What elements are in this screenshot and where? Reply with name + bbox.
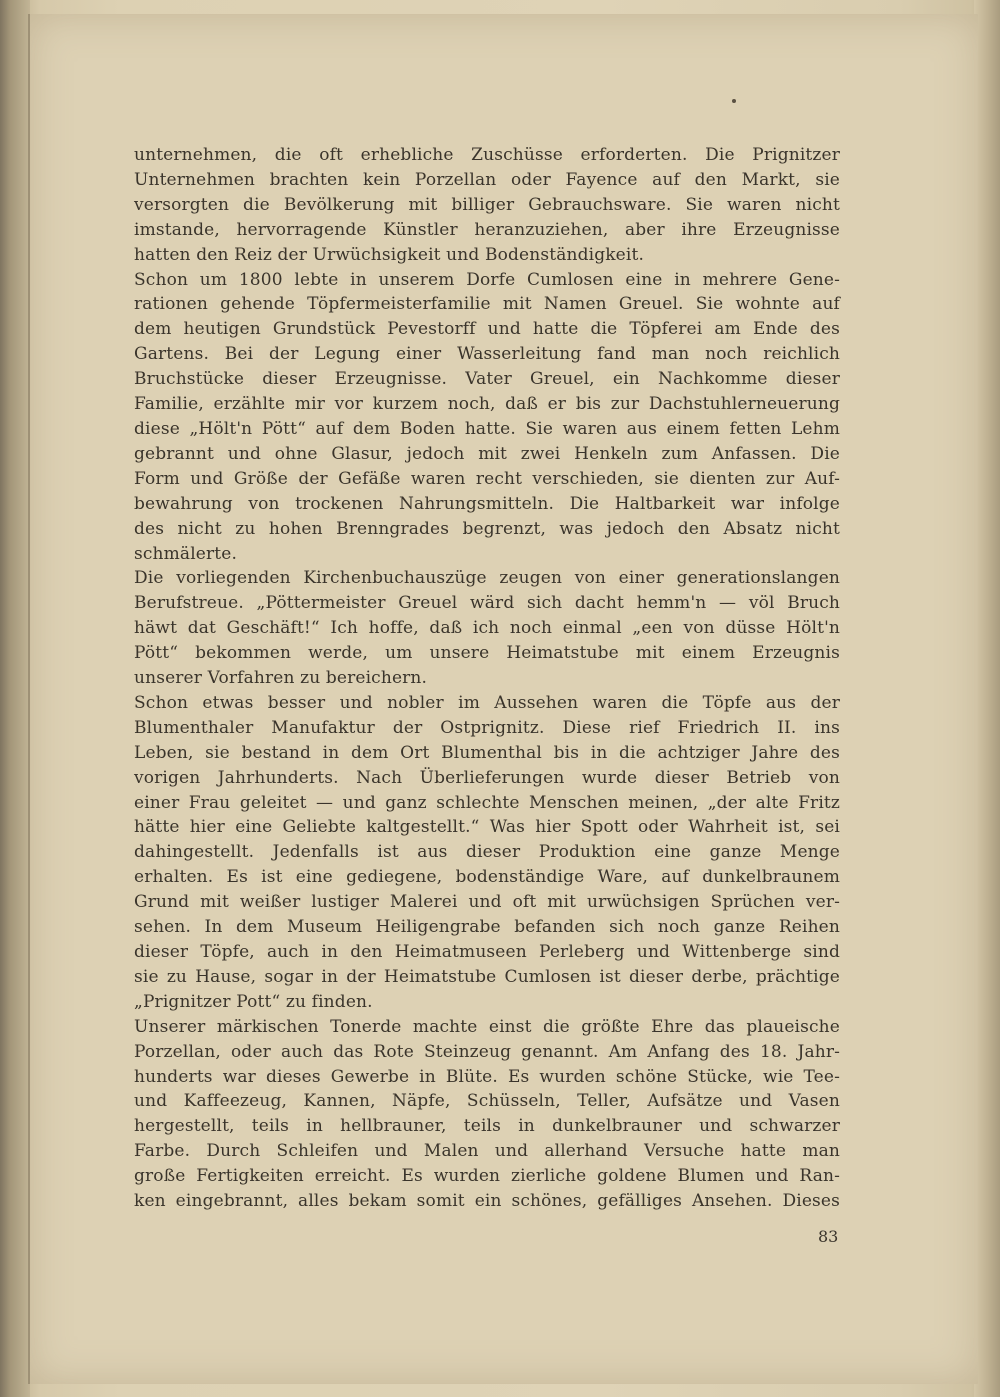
text-line: versorgten die Bevölkerung mit billiger Gebrauchsware. Sie waren nicht	[134, 194, 840, 215]
text-line: sie zu Hause, sogar in der Heimatstube Cumlosen ist dieser derbe, prächtige	[134, 966, 840, 987]
text-line: rationen gehende Töpfermeisterfamilie mit Namen Greuel. Sie wohnte auf	[134, 294, 840, 315]
page-number: 83	[818, 1227, 839, 1246]
text-line: Form und Größe der Gefäße waren recht verschieden, sie dienten zur Auf-	[134, 468, 840, 489]
text-line: sehen. In dem Museum Heiligengrabe befanden sich noch ganze Reihen	[134, 917, 840, 938]
text-line: Die vorliegenden Kirchenbuchauszüge zeugen von einer generationslangen	[134, 568, 840, 589]
text-line: Gartens. Bei der Legung einer Wasserleitung fand man noch reichlich	[134, 344, 840, 365]
text-line: Farbe. Durch Schleifen und Malen und allerhand Versuche hatte man	[134, 1141, 840, 1162]
text-line: Familie, erzählte mir vor kurzem noch, daß er bis zur Dachstuhlerneuerung	[134, 394, 840, 415]
text-line: dahingestellt. Jedenfalls ist aus dieser Produktion eine ganze Menge	[134, 842, 840, 863]
text-line: gebrannt und ohne Glasur, jedoch mit zwei Henkeln zum Anfassen. Die	[134, 443, 840, 464]
text-line: häwt dat Geschäft!“ Ich hoffe, daß ich noch einmal „een von düsse Hölt'n	[134, 618, 840, 639]
text-line: Bruchstücke dieser Erzeugnisse. Vater Greuel, ein Nachkomme dieser	[134, 369, 840, 390]
text-line: Pött“ bekommen werde, um unsere Heimatstube mit einem Erzeugnis	[134, 643, 840, 664]
text-line: diese „Hölt'n Pött“ auf dem Boden hatte. Sie waren aus einem fetten Lehm	[134, 418, 840, 439]
text-line: „Prignitzer Pott“ zu finden.	[134, 991, 373, 1012]
text-line: hätte hier eine Geliebte kaltgestellt.“ Was hier Spott oder Wahrheit ist, sei	[134, 817, 840, 838]
book-spine-shadow	[0, 0, 30, 1397]
text-line: Schon etwas besser und nobler im Aussehen waren die Töpfe aus der	[134, 692, 840, 713]
text-line: Unternehmen brachten kein Porzellan oder Fayence auf den Markt, sie	[134, 169, 840, 190]
text-line: dieser Töpfe, auch in den Heimatmuseen Perleberg und Wittenberge sind	[134, 942, 840, 962]
text-line: Berufstreue. „Pöttermeister Greuel wärd sich dacht hemm'n — völ Bruch	[134, 593, 840, 614]
text-line: und Kaffeezeug, Kannen, Näpfe, Schüsseln, Teller, Aufsätze und Vasen	[134, 1091, 840, 1112]
text-line: hatten den Reiz der Urwüchsigkeit und Bodenständigkeit.	[134, 244, 645, 265]
text-line: schmälerte.	[134, 543, 238, 564]
text-line: Grund mit weißer lustiger Malerei und oft mit urwüchsigen Sprüchen ver-	[134, 892, 840, 913]
text-line: Schon um 1800 lebte in unserem Dorfe Cumlosen eine in mehrere Gene-	[134, 269, 840, 290]
text-line: Leben, sie bestand in dem Ort Blumenthal bis in die achtziger Jahre des	[134, 742, 840, 763]
text-line: unserer Vorfahren zu bereichern.	[134, 668, 428, 689]
text-line: Unserer märkischen Tonerde machte einst die größte Ehre das plaueische	[134, 1016, 840, 1037]
text-line: Blumenthaler Manufaktur der Ostprignitz. Diese rief Friedrich II. ins	[134, 717, 840, 738]
text-line: hergestellt, teils in hellbrauner, teils in dunkelbrauner und schwarzer	[134, 1116, 840, 1137]
text-line: hunderts war dieses Gewerbe in Blüte. Es wurden schöne Stücke, wie Tee-	[134, 1066, 840, 1087]
body-text	[134, 143, 840, 1214]
text-line: große Fertigkeiten erreicht. Es wurden zierliche goldene Blumen und Ran-	[134, 1166, 840, 1187]
paper-speck	[732, 99, 736, 103]
text-line: bewahrung von trockenen Nahrungsmitteln. Die Haltbarkeit war infolge	[134, 493, 840, 514]
text-line: einer Frau geleitet — und ganz schlechte Menschen meinen, „der alte Fritz	[134, 792, 840, 813]
text-line: imstande, hervorragende Künstler heranzuziehen, aber ihre Erzeugnisse	[134, 219, 840, 240]
text-line: erhalten. Es ist eine gediegene, bodenständige Ware, auf dunkelbraunem	[134, 867, 840, 888]
text-line: des nicht zu hohen Brenngrades begrenzt, was jedoch den Absatz nicht	[134, 518, 840, 539]
text-line: vorigen Jahrhunderts. Nach Überlieferungen wurde dieser Betrieb von	[134, 767, 840, 788]
text-line: Porzellan, oder auch das Rote Steinzeug genannt. Am Anfang des 18. Jahr-	[134, 1041, 840, 1062]
text-line: unternehmen, die oft erhebliche Zuschüsse erforderten. Die Prignitzer	[134, 145, 840, 165]
text-line: ken eingebrannt, alles bekam somit ein schönes, gefälliges Ansehen. Dieses	[134, 1191, 840, 1212]
text-line: dem heutigen Grundstück Pevestorff und hatte die Töpferei am Ende des	[134, 319, 840, 340]
